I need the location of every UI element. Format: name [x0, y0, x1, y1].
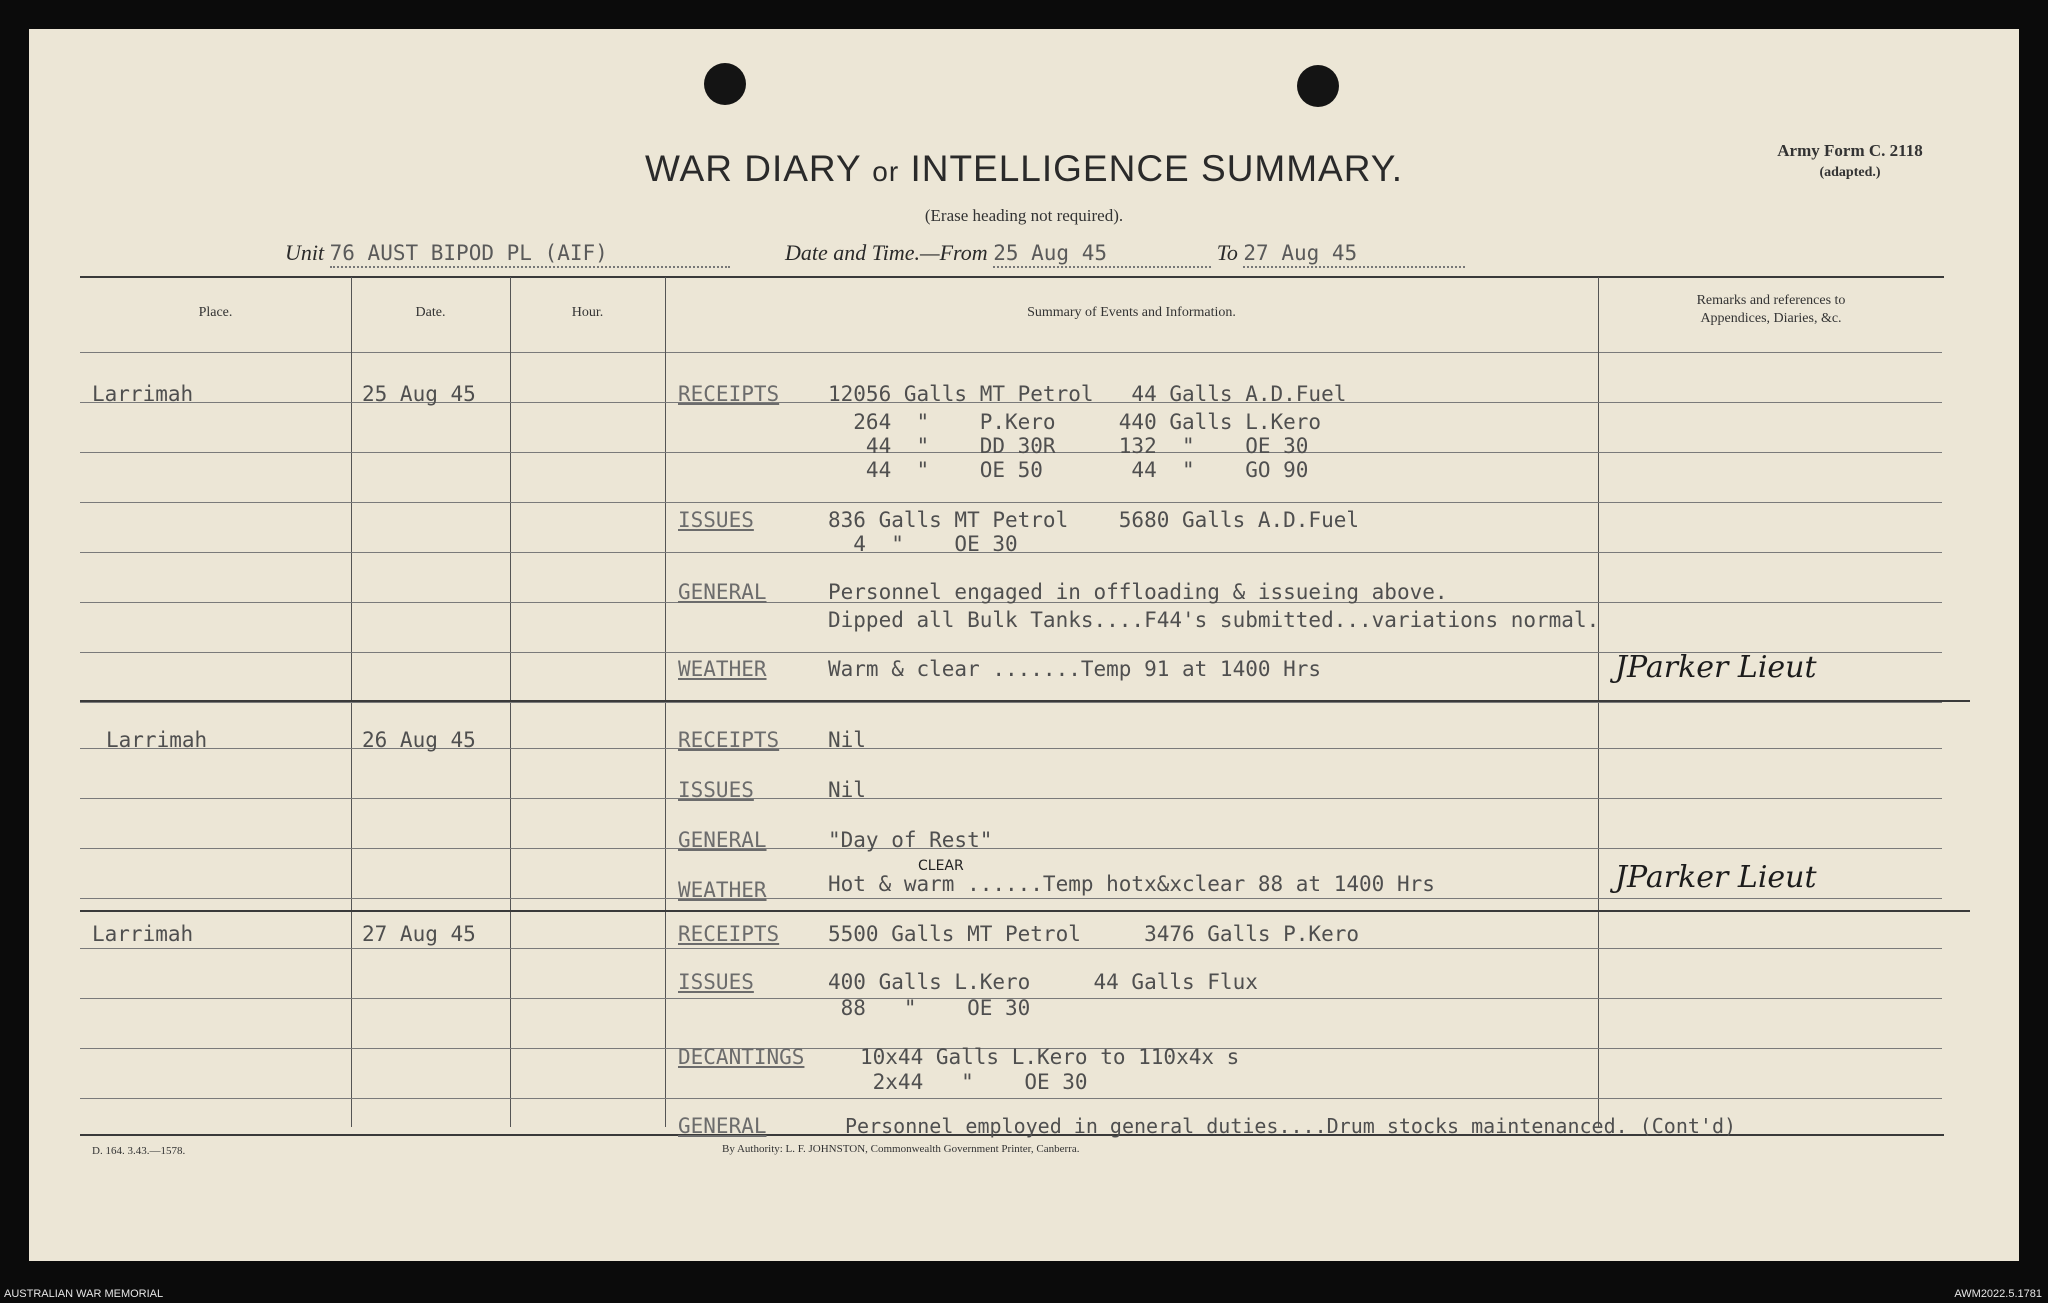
entry-date: 25 Aug 45 [362, 382, 476, 406]
signature: JParker Lieut [1615, 860, 1817, 895]
issues-label: ISSUES [678, 970, 754, 994]
weather-correction: CLEAR [918, 858, 964, 874]
decantings-label: DECANTINGS [678, 1045, 805, 1069]
entry-place: Larrimah [92, 922, 194, 946]
unit-label: Unit [285, 240, 325, 265]
unit-value: 76 AUST BIPOD PL (AIF) [329, 241, 608, 265]
title-part1: WAR DIARY [645, 148, 861, 189]
decantings-line: 10x44 Galls L.Kero to 110x4x s [860, 1045, 1240, 1069]
issues-label: ISSUES [678, 778, 754, 802]
erase-note: (Erase heading not required). [924, 206, 1124, 225]
army-form-adapted: (adapted.) [1819, 165, 1881, 180]
remarks-line2: Appendices, Diaries, &c. [1700, 311, 1842, 326]
issues-line: 4 " OE 30 [828, 532, 1018, 556]
entry-date: 27 Aug 45 [362, 922, 476, 946]
table-header-border [80, 352, 1942, 353]
general-label: GENERAL [678, 1114, 767, 1138]
title-or: or [872, 156, 900, 187]
receipts-label: RECEIPTS [678, 728, 780, 752]
weather-text: Hot & warm ......Temp hotx&xclear 88 at 1400 Hrs [828, 872, 1435, 896]
credit-left: AUSTRALIAN WAR MEMORIAL [4, 1288, 164, 1300]
issues-line: 88 " OE 30 [828, 996, 1031, 1020]
col-header-place: Place. [198, 305, 233, 320]
general-text: "Day of Rest" [828, 828, 993, 852]
issues-label: ISSUES [678, 508, 754, 532]
receipts-line: 44 " DD 30R 132 " OE 30 [828, 434, 1309, 458]
col-header-remarks [1598, 292, 1944, 328]
col-header-date: Date. [415, 305, 446, 320]
weather-label: WEATHER [678, 657, 767, 681]
unit-field [285, 240, 730, 268]
col-header-hour: Hour. [571, 305, 604, 320]
printer-authority: By Authority: L. F. JOHNSTON, Commonwealth Government Printer, Canberra. [722, 1143, 1080, 1155]
receipts-label: RECEIPTS [678, 922, 780, 946]
receipts-line: 264 " P.Kero 440 Galls L.Kero [828, 410, 1322, 434]
issues-line: 836 Galls MT Petrol 5680 Galls A.D.Fuel [828, 508, 1360, 532]
issues-text: Nil [828, 778, 866, 802]
punch-hole-right [1297, 65, 1339, 107]
receipts-label: RECEIPTS [678, 382, 780, 406]
general-label: GENERAL [678, 828, 767, 852]
entry-divider-1 [80, 700, 1970, 702]
date-from-value: 25 Aug 45 [993, 241, 1107, 265]
title-part2: INTELLIGENCE SUMMARY. [910, 148, 1403, 189]
receipts-line: 12056 Galls MT Petrol 44 Galls A.D.Fuel [828, 382, 1347, 406]
signature: JParker Lieut [1615, 650, 1817, 685]
date-to-value: 27 Aug 45 [1243, 241, 1358, 265]
entry-place: Larrimah [106, 728, 208, 752]
remarks-line1: Remarks and references to [1696, 293, 1846, 308]
army-form-number: Army Form C. 2118 [1777, 141, 1923, 160]
entry-place: Larrimah [92, 382, 194, 406]
col-header-summary: Summary of Events and Information. [1027, 305, 1236, 320]
receipts-text: Nil [828, 728, 866, 752]
general-line: Personnel engaged in offloading & issueing above. [828, 580, 1448, 604]
entry-date: 26 Aug 45 [362, 728, 476, 752]
date-to-label: To [1216, 240, 1238, 265]
date-field [785, 240, 1465, 268]
table-top-border [80, 276, 1944, 278]
credit-right: AWM2022.5.1781 [1954, 1288, 2042, 1300]
weather-text: Warm & clear .......Temp 91 at 1400 Hrs [828, 657, 1322, 681]
punch-hole-left [704, 63, 746, 105]
entry-divider-2 [80, 910, 1970, 912]
army-form-label [1740, 140, 1960, 184]
receipts-line: 44 " OE 50 44 " GO 90 [828, 458, 1309, 482]
weather-label: WEATHER [678, 878, 767, 902]
receipts-text: 5500 Galls MT Petrol 3476 Galls P.Kero [828, 922, 1360, 946]
date-from-label: Date and Time.—From [785, 240, 988, 265]
form-code: D. 164. 3.43.—1578. [92, 1145, 186, 1157]
general-line: Dipped all Bulk Tanks....F44's submitted...variations normal. [828, 608, 1600, 632]
general-label: GENERAL [678, 580, 767, 604]
general-text: Personnel employed in general duties....Drum stocks maintenanced. (Cont'd) [845, 1114, 1737, 1138]
issues-line: 400 Galls L.Kero 44 Galls Flux [828, 970, 1258, 994]
decantings-line: 2x44 " OE 30 [860, 1070, 1088, 1094]
